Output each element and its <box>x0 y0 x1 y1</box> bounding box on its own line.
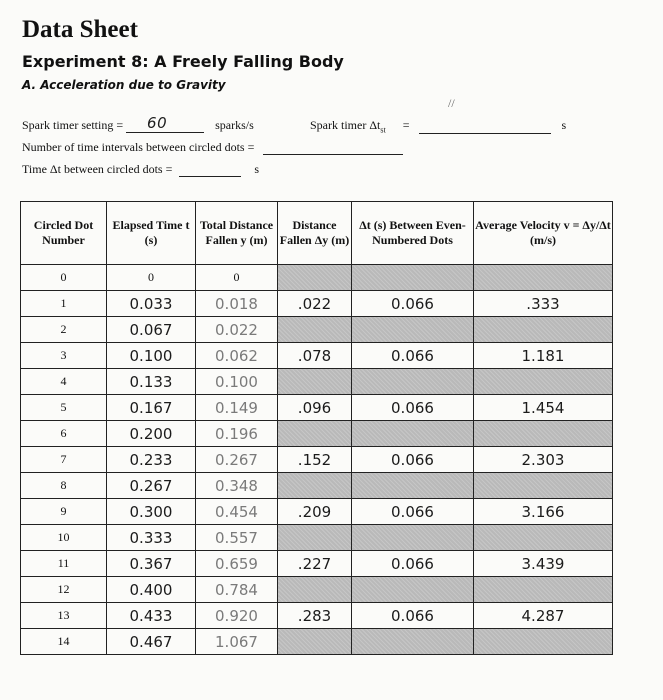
spark-timer-field[interactable] <box>419 119 551 134</box>
cell-distance-fallen[interactable] <box>278 369 352 395</box>
cell-delta-t[interactable]: 0.066 <box>352 343 474 369</box>
cell-total-distance[interactable]: 0.267 <box>196 447 278 473</box>
time-between-field[interactable] <box>179 162 241 177</box>
header-average-velocity: Average Velocity v = Δy/Δt (m/s) <box>474 202 613 265</box>
cell-dot-number: 6 <box>21 421 107 447</box>
cell-total-distance[interactable]: 0.022 <box>196 317 278 343</box>
cell-delta-t[interactable]: 0.066 <box>352 551 474 577</box>
cell-elapsed-time[interactable]: 0.067 <box>107 317 196 343</box>
cell-delta-t[interactable]: 0.066 <box>352 291 474 317</box>
table-row <box>21 447 613 473</box>
data-table <box>20 201 613 655</box>
cell-average-velocity[interactable]: 2.303 <box>474 447 613 473</box>
cell-dot-number: 0 <box>21 265 107 291</box>
cell-elapsed-time[interactable]: 0.167 <box>107 395 196 421</box>
stray-marks: // <box>448 96 455 110</box>
cell-total-distance[interactable]: 0.557 <box>196 525 278 551</box>
cell-distance-fallen[interactable]: .022 <box>278 291 352 317</box>
cell-distance-fallen[interactable]: .078 <box>278 343 352 369</box>
cell-dot-number: 4 <box>21 369 107 395</box>
cell-distance-fallen[interactable] <box>278 317 352 343</box>
cell-delta-t[interactable]: 0.066 <box>352 499 474 525</box>
cell-dot-number: 3 <box>21 343 107 369</box>
spark-timer-eq: = <box>402 118 410 132</box>
intervals-row <box>22 140 403 155</box>
cell-average-velocity[interactable] <box>474 629 613 655</box>
cell-dot-number: 1 <box>21 291 107 317</box>
cell-elapsed-time[interactable]: 0.233 <box>107 447 196 473</box>
spark-timer-row <box>310 118 566 134</box>
cell-distance-fallen[interactable]: .096 <box>278 395 352 421</box>
cell-average-velocity[interactable] <box>474 473 613 499</box>
intervals-field[interactable] <box>263 140 403 155</box>
cell-total-distance[interactable]: 0.784 <box>196 577 278 603</box>
table-row <box>21 343 613 369</box>
cell-delta-t[interactable] <box>352 317 474 343</box>
cell-average-velocity[interactable]: 4.287 <box>474 603 613 629</box>
cell-dot-number: 14 <box>21 629 107 655</box>
header-distance-fallen: Distance Fallen Δy (m) <box>278 202 352 265</box>
table-row <box>21 317 613 343</box>
cell-dot-number: 2 <box>21 317 107 343</box>
cell-total-distance[interactable]: 0.100 <box>196 369 278 395</box>
cell-delta-t[interactable] <box>352 577 474 603</box>
spark-timer-unit: s <box>561 118 567 132</box>
cell-elapsed-time[interactable]: 0.300 <box>107 499 196 525</box>
cell-distance-fallen[interactable] <box>278 577 352 603</box>
cell-distance-fallen[interactable] <box>278 525 352 551</box>
cell-average-velocity[interactable]: 1.454 <box>474 395 613 421</box>
table-row <box>21 629 613 655</box>
cell-average-velocity[interactable] <box>474 369 613 395</box>
time-between-unit: s <box>254 162 260 176</box>
cell-average-velocity[interactable] <box>474 577 613 603</box>
cell-delta-t[interactable]: 0.066 <box>352 603 474 629</box>
header-dot-number: Circled Dot Number <box>21 202 107 265</box>
cell-delta-t[interactable]: 0.066 <box>352 447 474 473</box>
cell-distance-fallen[interactable]: .227 <box>278 551 352 577</box>
spark-setting-unit: sparks/s <box>215 118 254 132</box>
cell-elapsed-time[interactable]: 0.267 <box>107 473 196 499</box>
spark-timer-label: Spark timer Δt <box>310 118 381 132</box>
intervals-label: Number of time intervals between circled dots = <box>22 140 255 154</box>
cell-average-velocity[interactable] <box>474 525 613 551</box>
cell-dot-number: 13 <box>21 603 107 629</box>
cell-average-velocity[interactable]: .333 <box>474 291 613 317</box>
table-row <box>21 577 613 603</box>
header-delta-t: Δt (s) Between Even-Numbered Dots <box>352 202 474 265</box>
cell-elapsed-time[interactable]: 0.100 <box>107 343 196 369</box>
table-row <box>21 395 613 421</box>
table-row <box>21 421 613 447</box>
header-total-distance: Total Distance Fallen y (m) <box>196 202 278 265</box>
cell-dot-number: 9 <box>21 499 107 525</box>
cell-delta-t[interactable] <box>352 525 474 551</box>
section-title: A. Acceleration due to Gravity <box>22 78 226 92</box>
cell-delta-t[interactable] <box>352 369 474 395</box>
cell-total-distance[interactable]: 0 <box>196 265 278 291</box>
cell-distance-fallen[interactable]: .209 <box>278 499 352 525</box>
cell-average-velocity[interactable]: 3.166 <box>474 499 613 525</box>
cell-dot-number: 10 <box>21 525 107 551</box>
cell-total-distance[interactable]: 0.348 <box>196 473 278 499</box>
spark-setting-row <box>22 114 254 133</box>
table-row <box>21 499 613 525</box>
cell-total-distance[interactable]: 0.920 <box>196 603 278 629</box>
cell-distance-fallen[interactable] <box>278 421 352 447</box>
cell-dot-number: 11 <box>21 551 107 577</box>
cell-total-distance[interactable]: 1.067 <box>196 629 278 655</box>
table-header-row <box>21 202 613 265</box>
cell-distance-fallen[interactable] <box>278 629 352 655</box>
cell-delta-t[interactable] <box>352 629 474 655</box>
cell-distance-fallen[interactable]: .283 <box>278 603 352 629</box>
cell-distance-fallen[interactable] <box>278 473 352 499</box>
cell-average-velocity[interactable] <box>474 421 613 447</box>
cell-elapsed-time[interactable]: 0.200 <box>107 421 196 447</box>
cell-total-distance[interactable]: 0.018 <box>196 291 278 317</box>
cell-elapsed-time[interactable]: 0.033 <box>107 291 196 317</box>
experiment-title: Experiment 8: A Freely Falling Body <box>22 52 344 71</box>
cell-delta-t[interactable] <box>352 265 474 291</box>
table-row <box>21 265 613 291</box>
table-row <box>21 551 613 577</box>
cell-average-velocity[interactable] <box>474 265 613 291</box>
cell-average-velocity[interactable]: 1.181 <box>474 343 613 369</box>
cell-distance-fallen[interactable]: .152 <box>278 447 352 473</box>
time-between-row <box>22 162 259 177</box>
cell-elapsed-time[interactable]: 0.467 <box>107 629 196 655</box>
cell-dot-number: 5 <box>21 395 107 421</box>
time-between-label: Time Δt between circled dots = <box>22 162 173 176</box>
spark-timer-subscript: st <box>380 125 386 135</box>
cell-delta-t[interactable]: 0.066 <box>352 395 474 421</box>
cell-distance-fallen[interactable] <box>278 265 352 291</box>
header-elapsed-time: Elapsed Time t (s) <box>107 202 196 265</box>
table-row <box>21 603 613 629</box>
cell-elapsed-time[interactable]: 0.433 <box>107 603 196 629</box>
table-row <box>21 369 613 395</box>
cell-elapsed-time[interactable]: 0.333 <box>107 525 196 551</box>
table-row <box>21 525 613 551</box>
cell-dot-number: 7 <box>21 447 107 473</box>
cell-total-distance[interactable]: 0.062 <box>196 343 278 369</box>
cell-total-distance[interactable]: 0.454 <box>196 499 278 525</box>
page-title: Data Sheet <box>22 16 138 43</box>
cell-elapsed-time[interactable]: 0 <box>107 265 196 291</box>
cell-total-distance[interactable]: 0.149 <box>196 395 278 421</box>
cell-elapsed-time[interactable]: 0.367 <box>107 551 196 577</box>
cell-delta-t[interactable] <box>352 473 474 499</box>
cell-elapsed-time[interactable]: 0.400 <box>107 577 196 603</box>
spark-setting-field[interactable] <box>126 114 204 133</box>
spark-setting-value: 60 <box>147 114 168 132</box>
cell-delta-t[interactable] <box>352 421 474 447</box>
table-row <box>21 291 613 317</box>
cell-total-distance[interactable]: 0.659 <box>196 551 278 577</box>
cell-total-distance[interactable]: 0.196 <box>196 421 278 447</box>
cell-dot-number: 8 <box>21 473 107 499</box>
cell-average-velocity[interactable]: 3.439 <box>474 551 613 577</box>
cell-dot-number: 12 <box>21 577 107 603</box>
cell-average-velocity[interactable] <box>474 317 613 343</box>
table-row <box>21 473 613 499</box>
spark-setting-label: Spark timer setting = <box>22 118 124 132</box>
cell-elapsed-time[interactable]: 0.133 <box>107 369 196 395</box>
